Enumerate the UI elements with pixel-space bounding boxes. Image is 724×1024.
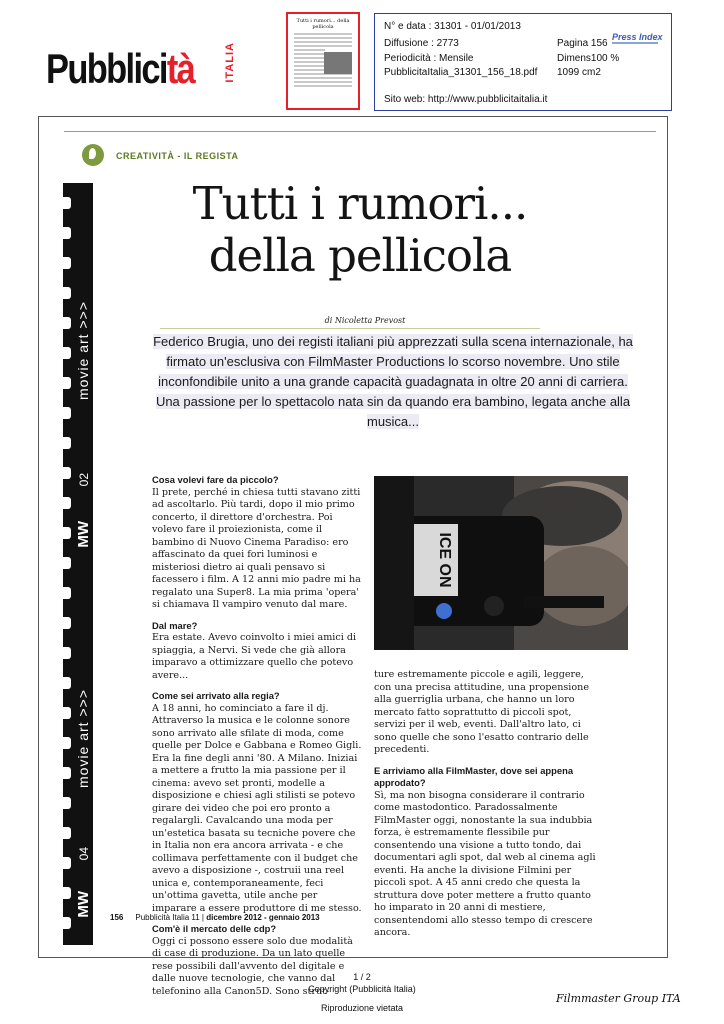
- reproduction-notice: Riproduzione vietata: [320, 1003, 404, 1013]
- logo-main-text: Pubblici: [46, 45, 167, 92]
- info-sito[interactable]: Sito web: http://www.pubblicitaitalia.it: [384, 94, 548, 105]
- info-dimens: Dimens100 %: [557, 53, 620, 64]
- thumbnail-title: Tutti i rumori... della pellicola: [296, 18, 350, 30]
- press-index-logo: Press Index: [612, 32, 663, 42]
- page-thumbnail[interactable]: [286, 12, 360, 110]
- film-label-top: movie art >>>: [75, 301, 91, 400]
- section-label: CREATIVITÀ - IL REGISTA: [116, 151, 239, 161]
- film-number-bottom: 04: [77, 847, 91, 861]
- interview-answer: Era estate. Avevo coinvolto i miei amici di spiaggia, a Nervi. Si vede che già allora imparavo a ottimizzare quello che potevo avere...: [152, 632, 357, 681]
- info-file: PubblicitaItalia_31301_156_18.pdf: [384, 67, 538, 78]
- interview-question: Com'è il mercato delle cdp?: [152, 923, 277, 934]
- lead-paragraph: [152, 332, 634, 432]
- info-size: 1099 cm2: [557, 67, 601, 78]
- article-column-right: [374, 669, 598, 940]
- page-count: 1 / 2: [353, 972, 371, 982]
- film-number-top: 02: [77, 473, 91, 487]
- interview-question: Cosa volevi fare da piccolo?: [152, 474, 279, 485]
- film-mm-top: MW: [75, 521, 92, 548]
- photo-sticker-text: ICE ON: [436, 532, 453, 588]
- client-name: Filmmaster Group ITA: [556, 992, 681, 1005]
- director-camera-photo: [374, 476, 628, 650]
- article-footer: 156 Pubblicità Italia 11 | dicembre 2012 - gennaio 2013: [110, 913, 320, 922]
- interview-question: E arriviamo alla FilmMaster, dove sei appena approdato?: [374, 764, 574, 788]
- footer-date: dicembre 2012 - gennaio 2013: [206, 913, 320, 922]
- film-label-bottom: movie art >>>: [75, 689, 91, 788]
- logo-accent-text: tà: [166, 45, 195, 92]
- interview-answer: Sì, ma non bisogna considerare il contrario come mastodontico. Paradossalmente FilmMaster oggi, nonostante la sua indubbia forza, è estremamente flessibile pur consentendo una visione a tutto tondo, dai documentari agli spot, dal web al cinema agli eventi. Ha anche la divisione Filmini per piccoli spot. A 45 anni credo che questa la struttura dove poter mettere a frutto quanto ho imparato in 20 anni di mestiere, consentendomi allo stesso tempo di crescere ancora.: [374, 789, 596, 938]
- title-line-1: Tutti i rumori...: [192, 177, 528, 230]
- interview-answer: Oggi ci possono essere solo due modalità di case di produzione. Da un lato quelle rese possibili dall'avvento del digitale e dalle nuove tecnologie, che vanno dal telefonino alla Canon5D. Sono strut-: [152, 935, 353, 997]
- logo-side-text: ITALIA: [224, 42, 236, 83]
- title-line-2: della pellicola: [208, 229, 512, 282]
- press-index-underline: [612, 42, 658, 44]
- byline: di Nicoletta Prevost: [324, 316, 406, 325]
- interview-answer: Il prete, perché in chiesa tutti stavano zitti ad ascoltarlo. Più tardi, dopo il mio primo concerto, il direttore d'orchestra. Poi volevo fare il proiezionista, come il bambino di Nuovo Cinema Paradiso: ero affascinato da quei fori luminosi e misteriosi dietro ai quali pensavo si facessero i film. A 12 anni mio padre mi ha regalato una Super8. La mia prima 'opera' si chiamava Il vampiro venuto dal mare.: [152, 486, 361, 610]
- footer-publication: Pubblicità Italia 11: [135, 913, 200, 922]
- section-leaf-icon: [82, 144, 104, 166]
- interview-answer: A 18 anni, ho cominciato a fare il dj. Attraverso la musica e le colonne sonore sono arrivato alle sfilate di moda, come quelle per Dolce e Gabbana e Romeo Gigli. Era la fine degli anni '80. A Milano. Iniziai a mettere a frutto la mia passione per il cinema: avevo set pronti, modelle a disposizione e chiesi agli stilisti se potevo girare dei video che poi ero pronto a regalargli. Cavalcando una moda per un'estetica basata su tecniche povere che in Italia non era ancora arrivata - e che collimava perfettamente con il budget che avevo a disposizione -, costruii una reel unica e, contemporaneamente, feci un'ottima gavetta, utile anche per imparare a essere produttore di me stesso.: [152, 702, 362, 914]
- info-diffusione: Diffusione : 2773: [384, 38, 459, 49]
- info-periodicita: Periodicità : Mensile: [384, 53, 474, 64]
- lead-top-rule: [160, 328, 540, 329]
- article-title: [150, 178, 570, 282]
- publication-logo: [46, 40, 236, 98]
- film-strip: [63, 183, 93, 945]
- copyright: Copyright (Pubblicità Italia): [308, 984, 416, 994]
- lead-text: Federico Brugia, uno dei registi italiani più apprezzati sulla scena internazionale, ha firmato un'esclusiva con FilmMaster Productions lo scorso novembre. Uno stile inconfondibile unito a una grande capacità guadagnata in oltre 20 anni di carriera. Una passione per lo spettacolo nata sin da quando era bambino, legata anche alla musica...: [153, 334, 633, 429]
- film-mm-bottom: MW: [75, 891, 92, 918]
- info-numero: N° e data : 31301 - 01/01/2013: [384, 21, 521, 32]
- interview-question: Dal mare?: [152, 619, 198, 631]
- interview-answer: ture estremamente piccole e agili, leggere, con una precisa attitudine, una propensione alla guerriglia urbana, che hanno un loro mercato fatto soprattutto di piccoli spot, servizi per il web, eventi. Dall'altro lato, ci sono quelle che sono l'esatto contrario delle precedenti.: [374, 669, 589, 755]
- info-pagina: Pagina 156: [557, 38, 608, 49]
- press-info-box: [374, 13, 672, 111]
- page-top-rule: [64, 131, 656, 132]
- article-photo: [374, 476, 628, 650]
- interview-question: Come sei arrivato alla regia?: [152, 690, 280, 701]
- page-number: 156: [110, 913, 124, 922]
- thumbnail-photo: [324, 52, 352, 74]
